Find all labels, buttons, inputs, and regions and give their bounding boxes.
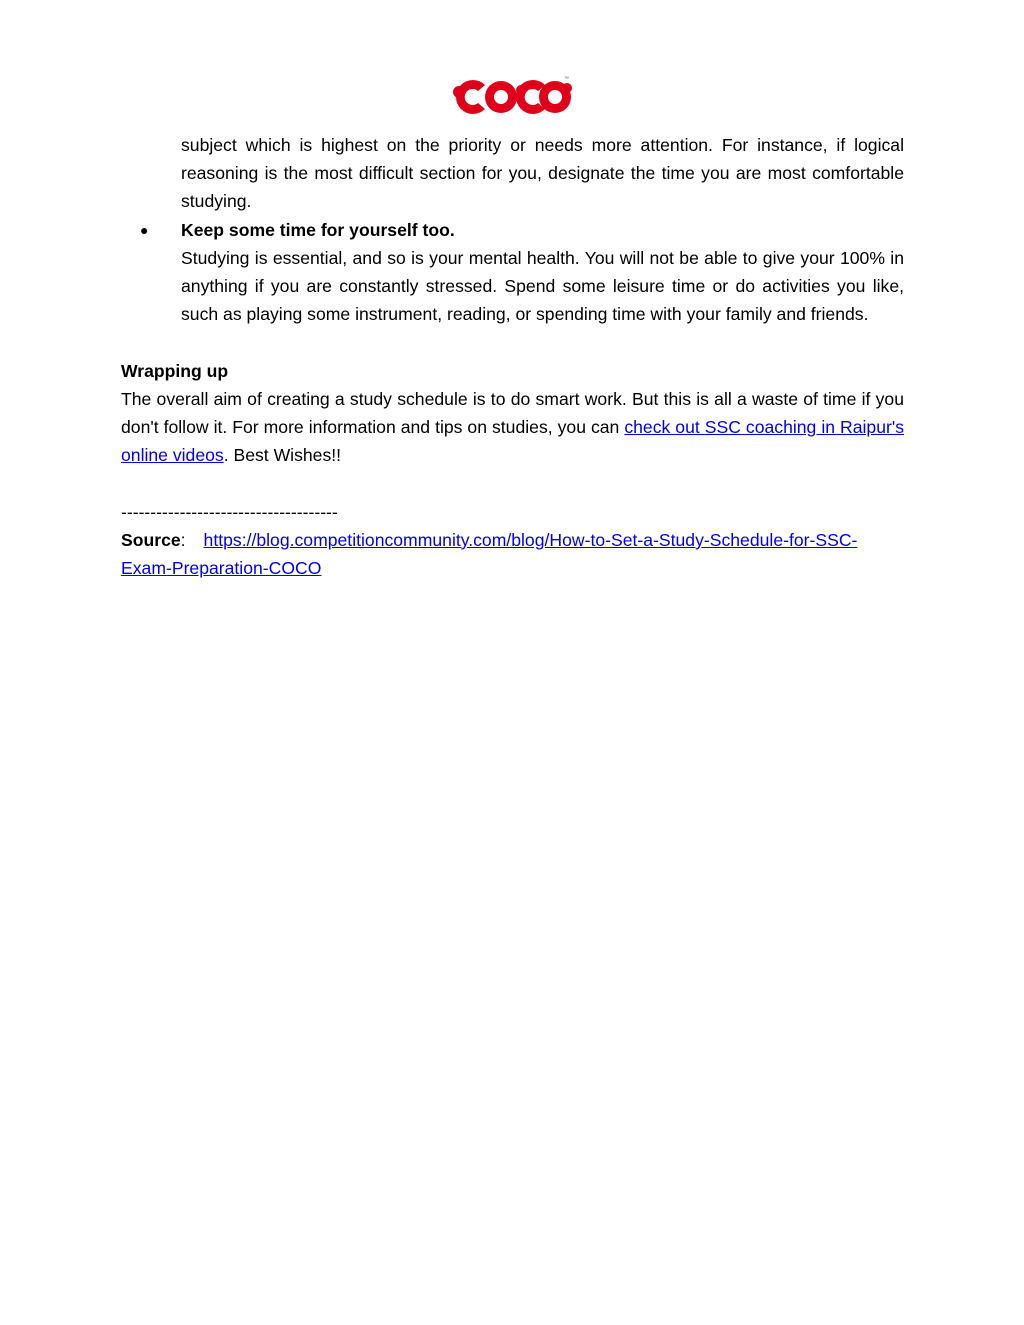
spacer: [121, 469, 904, 497]
bullet-title: Keep some time for yourself too.: [181, 219, 455, 240]
bullet-continuation: subject which is highest on the priority or needs more attention. For instance, if logical reasoning is the most difficult section for you, designate the time you are most comfortable studying.: [181, 135, 904, 212]
bullet-icon: ●: [140, 221, 149, 238]
section-heading: Wrapping up: [121, 360, 229, 381]
source-url-link[interactable]: https://blog.competitioncommunity.com/blog/How-to-Set-a-Study-Schedule-for-SSC-Exam-Preparation-COCO: [121, 529, 858, 579]
spacer: [121, 328, 904, 356]
coco-logo: [451, 74, 575, 120]
document-body: [121, 131, 904, 582]
bullet-item: [140, 216, 904, 329]
ssc-coaching-link[interactable]: check out SSC coaching in Raipur's online videos: [121, 417, 904, 466]
separator-line: -------------------------------------: [121, 501, 338, 522]
paragraph-text-end: . Best Wishes!!: [223, 445, 342, 466]
source-label: Source: [121, 529, 181, 550]
wrapping-up-paragraph: [121, 385, 904, 470]
svg-text:™: ™: [564, 76, 569, 82]
source-colon: :: [180, 529, 186, 550]
bullet-body: Studying is essential, and so is your mental health. You will not be able to give your 100% in anything if you are constantly stressed. Spend some leisure time or do activities you like, such as playing some instrument, reading, or spending time with your family and friends.: [181, 247, 904, 325]
source-line: [121, 526, 904, 582]
paragraph-text: The overall aim of creating a study schedule is to do smart work. But this is all a waste of time if you don't follow it. For more information and tips on studies, you can: [121, 388, 904, 438]
